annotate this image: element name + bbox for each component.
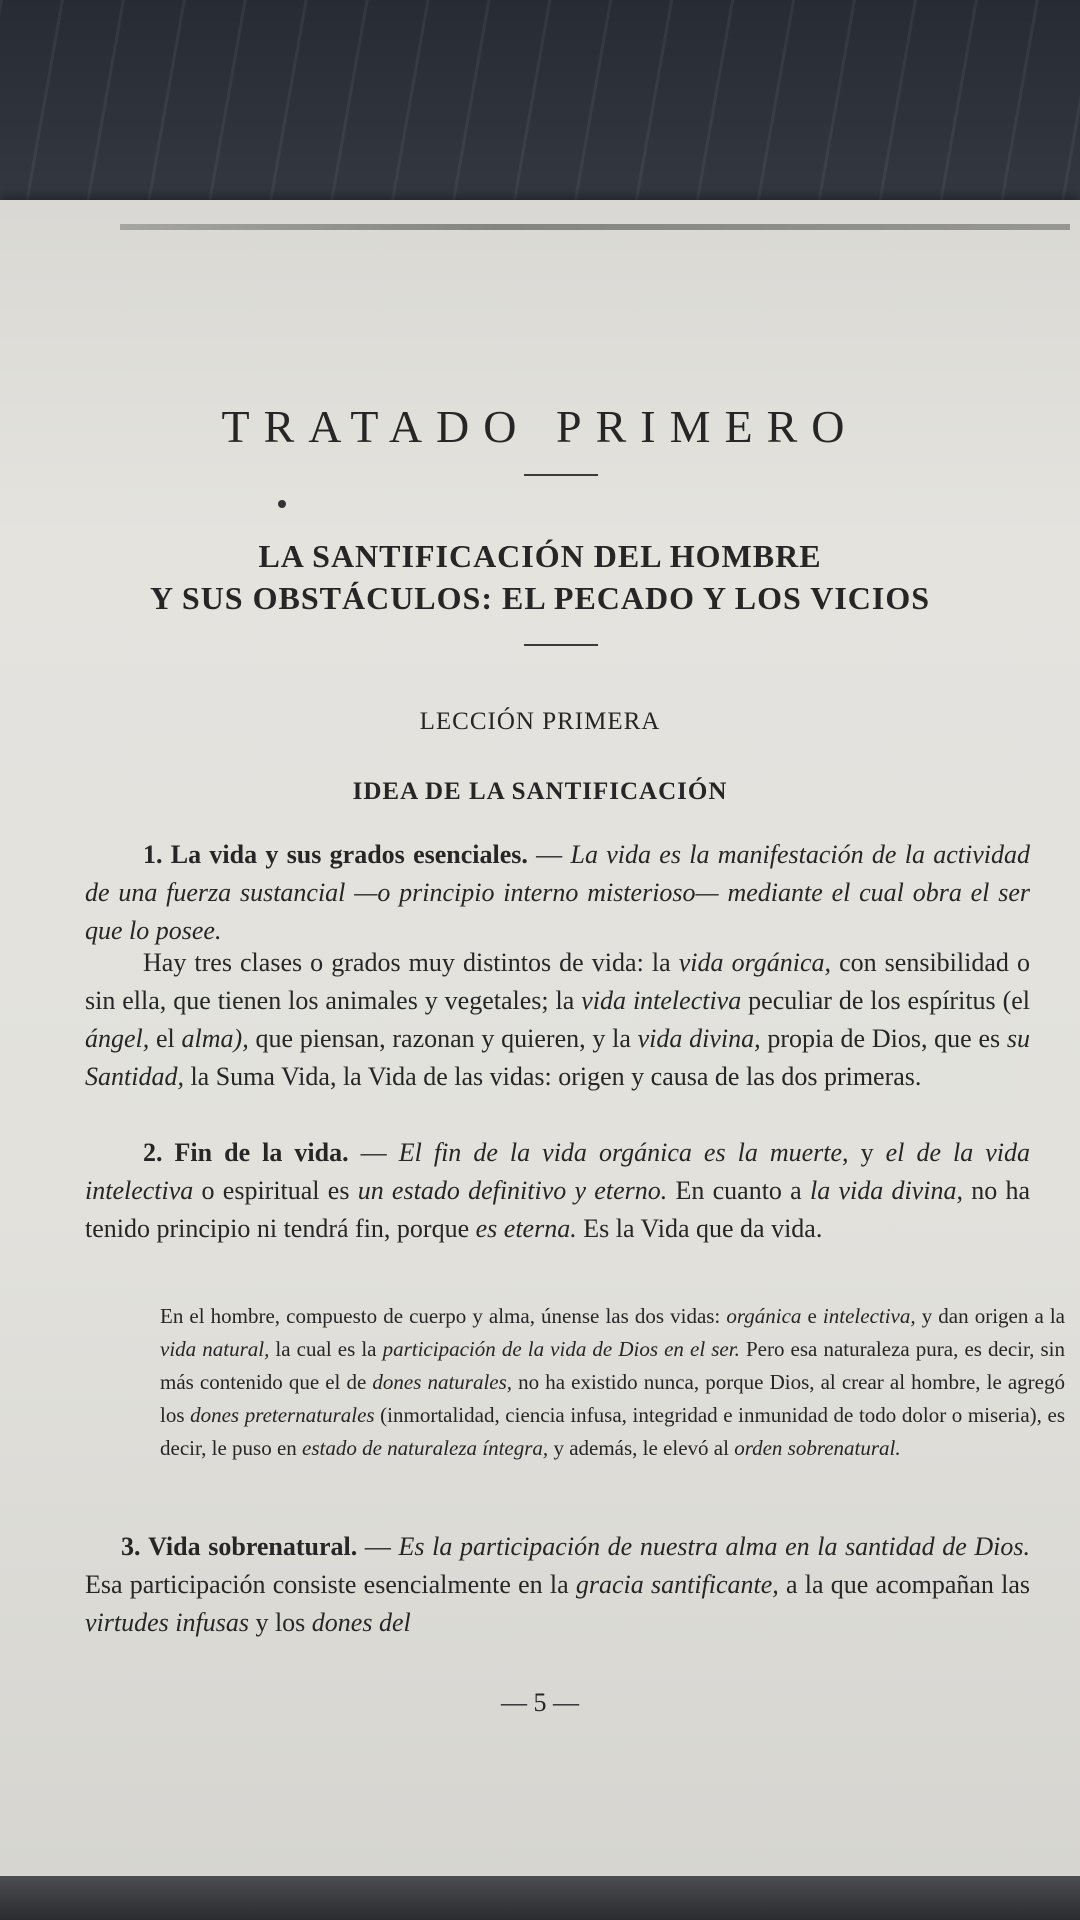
text-run: con sensibilidad o sin ella, que tienen los animales y vegetales; la (85, 948, 1030, 1015)
text-run: alma), (181, 1024, 249, 1053)
text-run: virtudes infusas (85, 1608, 249, 1637)
text-run: gracia santificante, (575, 1570, 779, 1599)
text-run: y (848, 1138, 886, 1167)
text-run: su Santidad, (85, 1024, 1030, 1091)
text-run: Hay tres clases o grados muy distintos de vida: la (143, 948, 679, 977)
section-heading-text: Fin de la vida. (174, 1138, 349, 1167)
text-run: no ha tenido principio ni tendrá fin, porque (85, 1176, 1030, 1243)
text-run: dones del (311, 1608, 411, 1637)
text-run: Pero esa naturaleza pura, es decir, sin más contenido que el de (160, 1337, 1066, 1394)
text-run: estado de naturaleza íntegra, (302, 1436, 549, 1460)
text-run: orgánica (726, 1304, 802, 1328)
dash: — (357, 1532, 399, 1561)
paragraph-3 (85, 1134, 1030, 1248)
text-run: vida intelectiva (581, 986, 742, 1015)
text-run: es eterna. (475, 1214, 577, 1243)
text-run: intelectiva, (822, 1304, 916, 1328)
section-heading-text: La vida y sus grados esenciales. (170, 840, 528, 869)
dash: — (527, 840, 571, 869)
dash: — (348, 1138, 399, 1167)
text-run: En el hombre, compuesto de cuerpo y alma, únense las dos vidas: (160, 1304, 727, 1328)
paragraph-1 (85, 836, 1030, 950)
section-number: 2. (143, 1138, 163, 1167)
definition-text: La vida es la manifestación de la actividad de una fuerza sustancial —o principio interno misterioso— mediante el cual obra el ser que lo posee. (85, 840, 1031, 945)
text-run: (inmortalidad, ciencia infusa, integridad e inmunidad de todo dolor o miseria), es decir, le puso en (160, 1403, 1066, 1460)
page-number: — 5 — (501, 1688, 579, 1717)
text-run: vida orgánica, (678, 948, 831, 977)
section-heading: IDEA DE LA SANTIFICACIÓN (352, 778, 728, 805)
page-edge-shadow (120, 224, 1070, 230)
main-title-line-1: LA SANTIFICACIÓN DEL HOMBRE (258, 538, 822, 574)
text-run: participación de la vida de Dios en el ser. (382, 1337, 740, 1361)
paragraph-2 (85, 944, 1030, 1096)
text-run: En cuanto a (667, 1176, 810, 1205)
text-run: propia de Dios, que es (760, 1024, 1007, 1053)
text-run: la Suma Vida, la Vida de las vidas: origen y causa de las dos primeras. (183, 1062, 922, 1091)
text-run: o espiritual es (193, 1176, 358, 1205)
treatise-heading: TRATADO PRIMERO (221, 401, 859, 452)
background-fabric (0, 0, 1080, 215)
text-run: peculiar de los espíritus (el (741, 986, 1031, 1015)
paragraph-4 (85, 1528, 1030, 1642)
text-run: dones preternaturales (190, 1403, 375, 1427)
text-run: ángel, (85, 1024, 150, 1053)
text-run: el (149, 1024, 182, 1053)
text-run: El fin de la vida orgánica es la muerte, (398, 1138, 849, 1167)
text-run: vida natural, (160, 1337, 270, 1361)
text-run: a la que acompañan las (778, 1570, 1031, 1599)
text-run: y dan origen a la (915, 1304, 1066, 1328)
text-run: Esa participación consiste esencialmente en la (85, 1570, 576, 1599)
divider-rule (524, 644, 598, 646)
text-run: que piensan, razonan y quieren, y la (248, 1024, 638, 1053)
text-run: y los (248, 1608, 312, 1637)
main-title-line-2: Y SUS OBSTÁCULOS: EL PECADO Y LOS VICIOS (149, 580, 931, 616)
text-run: Es la participación de nuestra alma en la santidad de Dios. (398, 1532, 1031, 1561)
bottom-shadow-band (0, 1876, 1080, 1920)
text-run: Es la Vida que da vida. (576, 1214, 823, 1243)
text-run: y además, le elevó al (548, 1436, 735, 1460)
section-number: 3. (121, 1532, 141, 1561)
text-run: la cual es la (269, 1337, 383, 1361)
divider-rule (524, 474, 598, 476)
text-run: el de la vida intelectiva (85, 1138, 1031, 1205)
section-number: 1. (143, 840, 163, 869)
text-run: e (801, 1304, 823, 1328)
text-run: no ha existido nunca, porque Dios, al crear al hombre, le agregó los (160, 1370, 1065, 1427)
note-paragraph (160, 1300, 1065, 1465)
lesson-heading: LECCIÓN PRIMERA (419, 708, 661, 735)
section-heading-text: Vida sobrenatural. (148, 1532, 358, 1561)
text-run: vida divina, (637, 1024, 761, 1053)
text-run: dones naturales, (372, 1370, 513, 1394)
text-run: un estado definitivo y eterno. (357, 1176, 668, 1205)
bullet-dot (278, 500, 286, 508)
text-run: la vida divina, (809, 1176, 963, 1205)
text-run: orden sobrenatural. (734, 1436, 901, 1460)
